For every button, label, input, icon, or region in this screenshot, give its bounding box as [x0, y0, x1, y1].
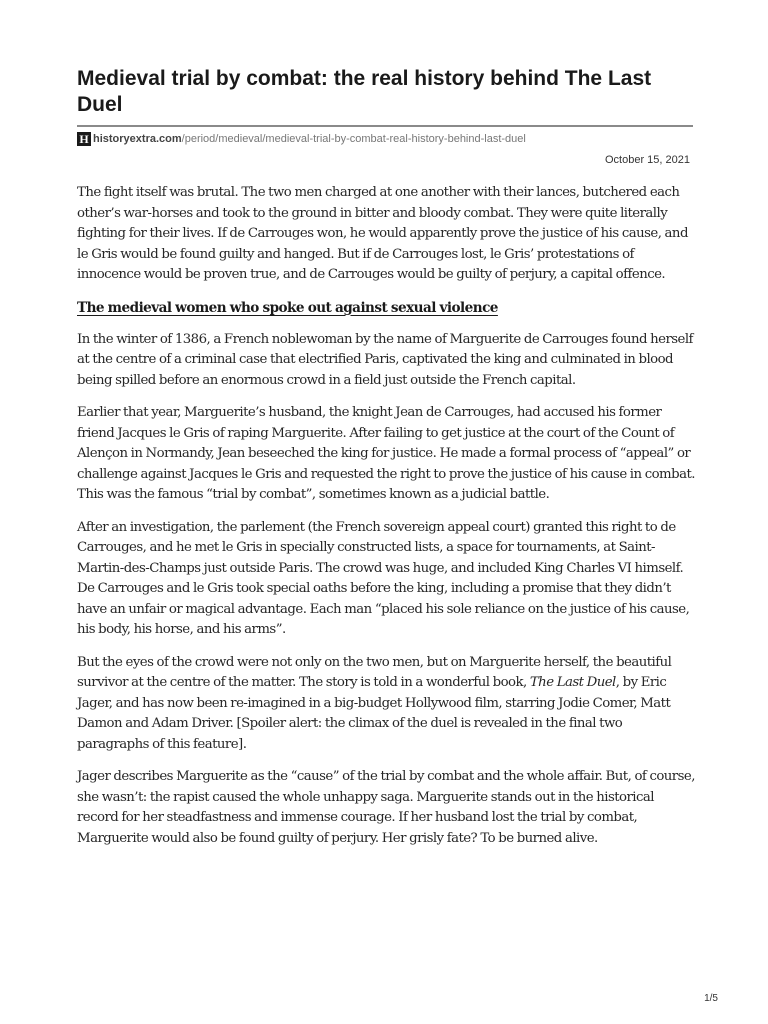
paragraph [77, 653, 695, 756]
historyextra-logo-icon: H [77, 132, 91, 146]
paragraph: Jager describes Marguerite as the “cause” of the trial by combat and the whole affair. But, of course, she wasn’t: the rapist caused the whole unhappy saga. Marguerite stands out in the historical record for her steadfastness and immense courage. If her husband lost the trial by combat, Marguerite would also be found guilty of perjury. Her grisly fate? To be burned alive. [77, 769, 695, 846]
source-path[interactable]: /period/medieval/medieval-trial-by-combat-real-history-behind-last-duel [181, 133, 526, 145]
paragraph: After an investigation, the parlement (the French sovereign appeal court) granted this right to de Carrouges, and he met le Gris in specially constructed lists, a space for tournaments, at Saint-Martin-des-Champs just outside Paris. The crowd was huge, and included King Charles VI himself. De Carrouges and le Gris took special oaths before the king, including a promise that they didn’t have an unfair or magical advantage. Each man “placed his sole reliance on the justice of his cause, his body, his horse, and his arms”. [77, 519, 690, 637]
paragraph: Earlier that year, Marguerite’s husband, the knight Jean de Carrouges, had accused his former friend Jacques le Gris of raping Marguerite. After failing to get justice at the court of the Count of Alençon in Normandy, Jean beseeched the king for justice. He made a formal process of “appeal” or challenge against Jacques le Gris and requested the right to prove the justice of his cause in combat. This was the famous “trial by combat”, sometimes known as a judicial battle. [77, 405, 695, 502]
section-heading-link[interactable]: The medieval women who spoke out against sexual violence [77, 299, 498, 316]
paragraph: The fight itself was brutal. The two men charged at one another with their lances, butchered each other’s war-horses and took to the ground in bitter and bloody combat. They were quite literally fighting for their lives. If de Carrouges won, he would apparently prove the justice of his cause, and le Gris would be found guilty and hanged. But if de Carrouges lost, le Gris’ protestations of innocence would be proven true, and de Carrouges would be guilty of perjury, a capital offence. [77, 185, 688, 282]
article-body [77, 183, 695, 861]
paragraph: In the winter of 1386, a French noblewoman by the name of Marguerite de Carrouges found herself at the centre of a criminal case that electrified Paris, captivated the king and culminated in blood being spilled before an enormous crowd in a field just outside the French capital. [77, 331, 693, 388]
paragraph-text: But the eyes of the crowd were not only on the two men, but on Marguerite herself, the beautiful survivor at the centre of the matter. The story is told in a wonderful book, [77, 654, 672, 690]
publish-date: October 15, 2021 [604, 154, 690, 166]
title-divider [77, 125, 693, 127]
paragraph-text: , by Eric Jager, and has now been re-imagined in a big-budget Hollywood film, starring Jodie Comer, Matt Damon and Adam Driver. [Spoiler alert: the climax of the duel is revealed in the final two paragraphs of this feature]. [77, 675, 671, 752]
source-domain[interactable]: historyextra.com [93, 133, 182, 145]
book-title: The Last Duel [529, 675, 616, 690]
source-url[interactable] [77, 131, 526, 147]
page-number: 1/5 [704, 993, 718, 1004]
page-title: Medieval trial by combat: the real history behind The Last Duel [77, 67, 652, 116]
